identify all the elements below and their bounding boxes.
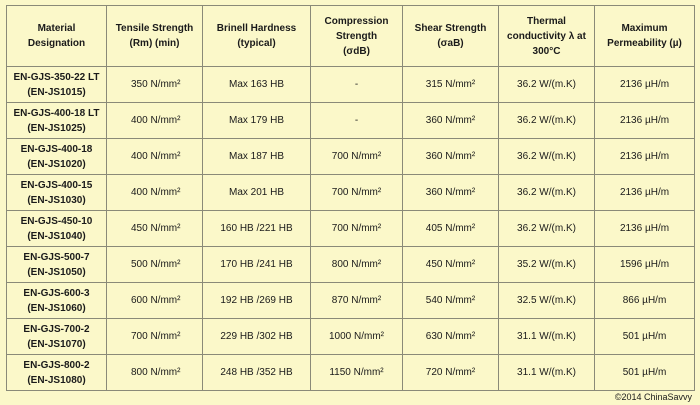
table-row [7,355,695,391]
header-line: (σaB) [437,38,464,49]
header-line: Thermal [527,15,566,27]
material-line: (EN-JS1080) [27,374,86,386]
header-line: 300°C [532,45,561,57]
header-line: Shear Strength [414,23,487,34]
table-row [7,283,695,319]
compression-strength-cell: 1150 N/mm² [311,355,403,391]
permeability-cell: 501 µH/m [595,319,695,355]
shear-strength-cell: 720 N/mm² [403,355,499,391]
compression-strength-cell: 700 N/mm² [311,211,403,247]
header-compression-strength [311,6,403,67]
material-designation-cell [7,355,107,391]
permeability-cell: 866 µH/m [595,283,695,319]
shear-strength-cell: 360 N/mm² [403,139,499,175]
thermal-conductivity-cell: 35.2 W/(m.K) [499,247,595,283]
header-line: Brinell Hardness [216,23,297,34]
thermal-conductivity-cell: 36.2 W/(m.K) [499,67,595,103]
material-line: (EN-JS1060) [27,302,86,314]
thermal-conductivity-cell: 36.2 W/(m.K) [499,175,595,211]
table-row [7,103,695,139]
brinell-hardness-cell: 192 HB /269 HB [203,283,311,319]
header-line: (σdB) [343,45,370,57]
shear-strength-cell: 630 N/mm² [403,319,499,355]
material-designation-cell [7,103,107,139]
material-line: (EN-JS1050) [27,266,86,278]
brinell-hardness-cell: Max 163 HB [203,67,311,103]
brinell-hardness-cell: Max 201 HB [203,175,311,211]
shear-strength-cell: 315 N/mm² [403,67,499,103]
header-line: Compression [324,15,389,27]
material-line: EN-GJS-800-2 [23,359,90,371]
header-line: conductivity λ at [507,30,586,42]
tensile-strength-cell: 800 N/mm² [107,355,203,391]
tensile-strength-cell: 600 N/mm² [107,283,203,319]
header-line: Tensile Strength [115,23,194,34]
thermal-conductivity-cell: 31.1 W/(m.K) [499,319,595,355]
material-line: (EN-JS1040) [27,230,86,242]
table-row [7,319,695,355]
brinell-hardness-cell: 160 HB /221 HB [203,211,311,247]
material-properties-table-container [6,5,694,391]
header-maximum-permeability [595,6,695,67]
material-designation-cell [7,67,107,103]
header-line: Strength [335,30,378,42]
material-designation-cell [7,175,107,211]
table-row [7,175,695,211]
tensile-strength-cell: 500 N/mm² [107,247,203,283]
table-row [7,139,695,175]
compression-strength-cell: 1000 N/mm² [311,319,403,355]
brinell-hardness-cell: 229 HB /302 HB [203,319,311,355]
material-line: EN-GJS-400-18 LT [13,107,100,119]
material-line: (EN-JS1025) [27,122,86,134]
tensile-strength-cell: 400 N/mm² [107,139,203,175]
table-row [7,211,695,247]
brinell-hardness-cell: 170 HB /241 HB [203,247,311,283]
tensile-strength-cell: 400 N/mm² [107,103,203,139]
shear-strength-cell: 360 N/mm² [403,103,499,139]
header-thermal-conductivity [499,6,595,67]
compression-strength-cell: 700 N/mm² [311,139,403,175]
compression-strength-cell: - [311,103,403,139]
material-designation-cell [7,211,107,247]
header-line: Material [37,23,76,34]
permeability-cell: 2136 µH/m [595,211,695,247]
tensile-strength-cell: 400 N/mm² [107,175,203,211]
header-shear-strength [403,6,499,67]
material-line: EN-GJS-350-22 LT [13,71,100,83]
header-line: (Rm) (min) [129,38,180,49]
compression-strength-cell: - [311,67,403,103]
thermal-conductivity-cell: 36.2 W/(m.K) [499,139,595,175]
header-line: Designation [27,38,86,49]
material-designation-cell [7,283,107,319]
material-line: (EN-JS1030) [27,194,86,206]
permeability-cell: 2136 µH/m [595,139,695,175]
material-line: EN-GJS-500-7 [23,251,90,263]
header-line: Permeability (µ) [607,38,682,49]
permeability-cell: 2136 µH/m [595,67,695,103]
thermal-conductivity-cell: 36.2 W/(m.K) [499,103,595,139]
brinell-hardness-cell: 248 HB /352 HB [203,355,311,391]
material-line: (EN-JS1020) [27,158,86,170]
material-line: EN-GJS-600-3 [23,287,90,299]
compression-strength-cell: 870 N/mm² [311,283,403,319]
material-line: (EN-JS1015) [27,86,86,98]
material-designation-cell [7,319,107,355]
tensile-strength-cell: 350 N/mm² [107,67,203,103]
material-designation-cell [7,139,107,175]
permeability-cell: 501 µH/m [595,355,695,391]
header-line: (typical) [237,38,276,49]
permeability-cell: 2136 µH/m [595,103,695,139]
material-line: EN-GJS-450-10 [20,215,93,227]
compression-strength-cell: 800 N/mm² [311,247,403,283]
table-header-row [7,6,695,67]
material-line: EN-GJS-700-2 [23,323,90,335]
thermal-conductivity-cell: 36.2 W/(m.K) [499,211,595,247]
tensile-strength-cell: 450 N/mm² [107,211,203,247]
material-line: EN-GJS-400-18 [20,143,93,155]
shear-strength-cell: 360 N/mm² [403,175,499,211]
compression-strength-cell: 700 N/mm² [311,175,403,211]
header-brinell-hardness [203,6,311,67]
shear-strength-cell: 450 N/mm² [403,247,499,283]
header-material-designation [7,6,107,67]
header-line: Maximum [621,23,668,34]
shear-strength-cell: 540 N/mm² [403,283,499,319]
tensile-strength-cell: 700 N/mm² [107,319,203,355]
material-properties-table [6,5,695,391]
material-designation-cell [7,247,107,283]
table-row [7,247,695,283]
shear-strength-cell: 405 N/mm² [403,211,499,247]
brinell-hardness-cell: Max 187 HB [203,139,311,175]
thermal-conductivity-cell: 31.1 W/(m.K) [499,355,595,391]
permeability-cell: 1596 µH/m [595,247,695,283]
copyright-notice: ©2014 ChinaSavvy [614,392,692,402]
header-tensile-strength [107,6,203,67]
permeability-cell: 2136 µH/m [595,175,695,211]
table-row [7,67,695,103]
material-line: EN-GJS-400-15 [20,179,93,191]
thermal-conductivity-cell: 32.5 W/(m.K) [499,283,595,319]
brinell-hardness-cell: Max 179 HB [203,103,311,139]
material-line: (EN-JS1070) [27,338,86,350]
